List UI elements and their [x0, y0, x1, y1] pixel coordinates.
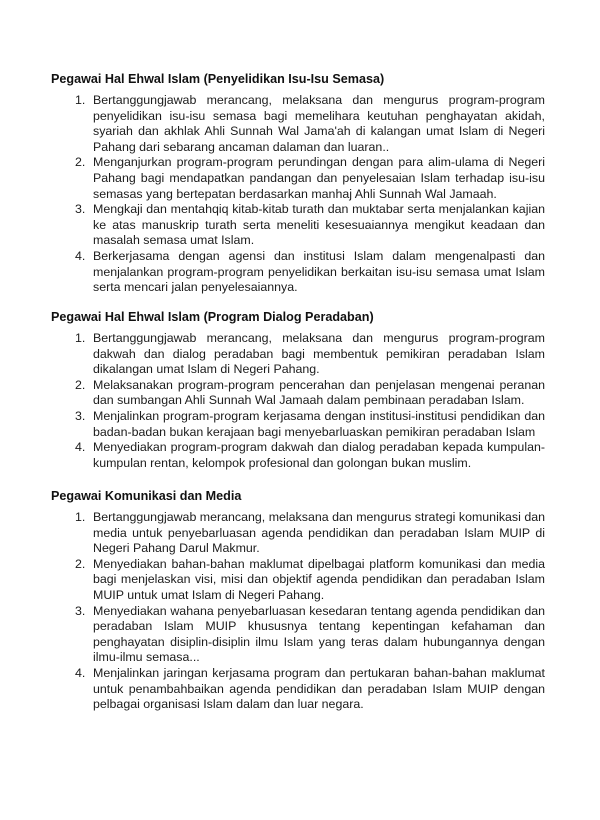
- item-text: Menjalinkan program-program kerjasama dengan institusi-institusi pendidikan dan badan-badan bukan kerajaan bagi menyebarluaskan pemikiran peradaban Islam: [93, 408, 545, 439]
- list-item: [51, 604, 545, 666]
- item-number: 2.: [75, 556, 86, 571]
- item-text: Melaksanakan program-program pencerahan dan penjelasan mengenai peranan dan sumbangan Ahli Sunnah Wal Jamaah dalam pembinaan peradaban Islam.: [93, 377, 545, 408]
- list-item: [51, 331, 545, 378]
- list-item: [51, 249, 545, 296]
- item-number: 1.: [75, 331, 86, 345]
- duties-list: [51, 93, 545, 296]
- duties-list: [51, 331, 545, 471]
- section-komunikasi-dan-media: [51, 489, 545, 713]
- list-item: [51, 510, 545, 557]
- item-text: Menganjurkan program-program perundingan dengan para alim-ulama di Negeri Pahang bagi mendapatkan pandangan dan penyelesaian Islam terhadap isu-isu semasas yang bertepatan berdasarkan manhaj Ahli Sunnah Wal Jamaah.: [93, 155, 545, 201]
- list-item: [51, 557, 545, 604]
- list-item: [51, 155, 545, 202]
- item-text: Bertanggungjawab merancang, melaksana dan mengurus strategi komunikasi dan media untuk penyebarluasan agenda pendidikan dan peradaban Islam MUIP di Negeri Pahang Darul Makmur.: [93, 510, 545, 556]
- list-item: [51, 409, 545, 440]
- section-heading: Pegawai Hal Ehwal Islam (Program Dialog Peradaban): [51, 310, 374, 324]
- item-number: 1.: [75, 93, 86, 107]
- list-item: [51, 202, 545, 249]
- item-number: 4.: [75, 665, 86, 680]
- item-number: 3.: [75, 202, 86, 217]
- duties-list: [51, 510, 545, 713]
- list-item: [51, 666, 545, 713]
- item-text: Bertanggungjawab merancang, melaksana dan mengurus program-program penyelidikan isu-isu semasa bagi memelihara keutuhan penghayatan akidah, syariah dan akhlak Ahli Sunnah Wal Jama'ah di kalangan umat Islam di Negeri Pahang dari sebarang ancaman dalaman dan luaran..: [93, 93, 545, 154]
- section-penyelidikan-isu-semasa: [51, 72, 545, 296]
- item-text: Menyediakan wahana penyebarluasan kesedaran tentang agenda pendidikan dan peradaban Islam MUIP khususnya tentang kepentingan kefahaman dan penghayatan disiplin-disiplin ilmu Islam yang teras dalam hubungannya dengan ilmu-ilmu semasa...: [93, 603, 545, 665]
- item-text: Berkerjasama dengan agensi dan institusi Islam dalam mengenalpasti dan menjalankan program-program penyelidikan berkaitan isu-isu semasa umat Islam serta mencari jalan penyelesaiannya.: [93, 248, 545, 295]
- item-number: 1.: [75, 510, 86, 524]
- item-text: Menjalinkan jaringan kerjasama program dan pertukaran bahan-bahan maklumat untuk penambahbaikan agenda pendidikan dan peradaban Islam MUIP dengan pelbagai organisasi Islam dalam dan luar negara.: [93, 665, 545, 712]
- list-item: [51, 440, 545, 471]
- section-program-dialog-peradaban: [51, 310, 545, 471]
- item-text: Menyediakan program-program dakwah dan dialog peradaban kepada kumpulan-kumpulan rentan, kelompok profesional dan golongan bukan muslim.: [93, 440, 545, 470]
- item-text: Bertanggungjawab merancang, melaksana dan mengurus program-program dakwah dan dialog peradaban bagi membentuk pemikiran peradaban Islam dikalangan umat Islam di Negeri Pahang.: [93, 331, 545, 377]
- item-number: 3.: [75, 408, 86, 423]
- item-number: 4.: [75, 440, 86, 455]
- list-item: [51, 93, 545, 155]
- item-number: 3.: [75, 603, 86, 618]
- item-number: 4.: [75, 248, 86, 263]
- item-text: Menyediakan bahan-bahan maklumat dipelbagai platform komunikasi dan media bagi menjelaskan visi, misi dan objektif agenda pendidikan dan peradaban Islam MUIP untuk umat Islam di Negeri Pahang.: [93, 556, 545, 602]
- item-number: 2.: [75, 377, 86, 392]
- section-heading: Pegawai Komunikasi dan Media: [51, 489, 242, 503]
- item-number: 2.: [75, 155, 86, 170]
- item-text: Mengkaji dan mentahqiq kitab-kitab turath dan muktabar serta menjalankan kajian ke atas manuskrip turath serta meneliti kesesuaiannya mengikut keadaan dan masalah semasa umat Islam.: [93, 202, 545, 248]
- section-heading: Pegawai Hal Ehwal Islam (Penyelidikan Isu-Isu Semasa): [51, 72, 385, 86]
- list-item: [51, 378, 545, 409]
